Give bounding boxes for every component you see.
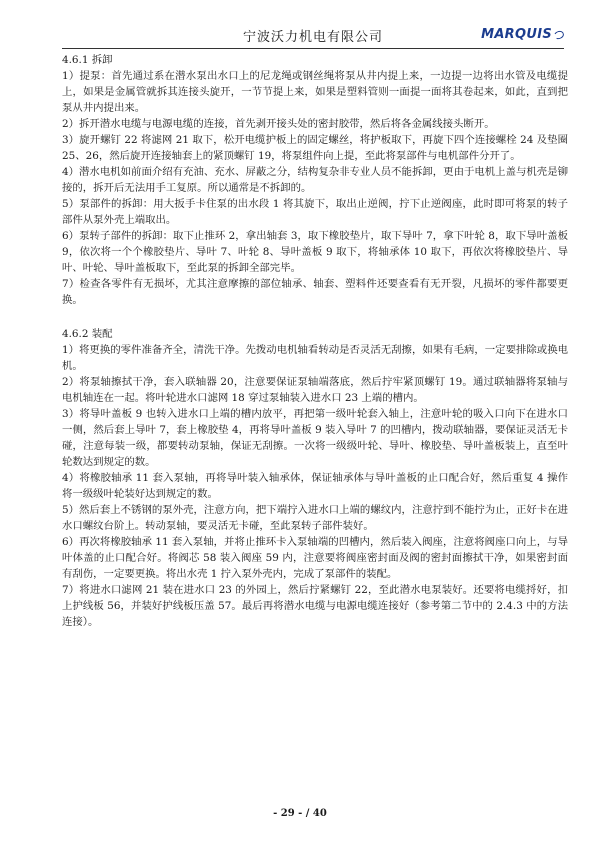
section-title: 4.6.2 装配 <box>62 328 113 340</box>
page-header <box>62 26 564 49</box>
paragraph: 7）将进水口滤网 21 装在进水口 23 的外园上，然后拧紧螺钉 22，至此潜水电泵装好。还要将电缆捋好，扣上护线板 56，并装好护线板压盖 57。最后再将潜水电缆与电源电缆连接好（参考第二节中的 2.4.3 中的方法连接）。 <box>62 584 568 628</box>
paragraph: 6）再次将橡胶轴承 11 套入泵轴，并将止推环卡入泵轴端的凹槽内，然后装入阀座，注意将阀座口向上，与导叶体盖的止口配合好。将阀芯 58 装入阀座 59 内，注意要将阀座密封面及阀的密封面擦拭干净，如果密封面有刮伤，一定要更换。将出水壳 1 拧入泵外壳内，完成了泵部件的装配。 <box>62 536 568 580</box>
logo-text: MARQUIS <box>481 27 552 42</box>
paragraph: 7）检查各零件有无损坏，尤其注意摩擦的部位轴承、轴套、塑料件还要查看有无开裂，凡损坏的零件都要更换。 <box>62 278 568 306</box>
section-title: 4.6.1 拆卸 <box>62 54 113 66</box>
paragraph: 3）旋开螺钉 22 将滤网 21 取下，松开电缆护板上的固定螺丝，将护板取下，再旋下四个连接螺栓 24 及垫圈 25、26，然后旋开连接轴套上的紧顶螺钉 19，将泵组件向上提，至此将泵部件与电机部件分开了。 <box>62 134 568 162</box>
paragraph: 5）泵部件的拆卸：用大扳手卡住泵的出水段 1 将其旋下，取出止逆阀，拧下止逆阀座，此时即可将泵的转子部件从泵外壳上端取出。 <box>62 198 568 226</box>
section-spacer <box>62 308 568 326</box>
logo-swoosh-icon <box>553 29 565 40</box>
company-name: 宁波沃力机电有限公司 <box>242 30 383 45</box>
paragraph: 1）将更换的零件准备齐全，清洗干净。先拨动电机轴看转动是否灵活无刮擦，如果有毛病，一定要排除或换电机。 <box>62 344 568 372</box>
paragraph: 4）潜水电机如前面介绍有充油、充水、屏蔽之分，结构复杂非专业人员不能拆卸，更由于电机上盖与机壳是铆接的，拆开后无法用手工复原。所以通常是不拆卸的。 <box>62 166 568 194</box>
paragraph: 2）将泵轴擦拭干净，套入联轴器 20，注意要保证泵轴端落底，然后拧牢紧顶螺钉 19。通过联轴器将泵轴与电机轴连在一起。将叶轮进水口滤网 18 穿过泵轴装入进水口 23 上端的槽内。 <box>62 376 568 404</box>
document-body <box>62 52 568 630</box>
paragraph: 1）提泵：首先通过系在潜水泵出水口上的尼龙绳或钢丝绳将泵从井内提上来，一边提一边将出水管及电缆提上，如果是金属管就拆其连接头旋开，一节节提上来，如果是塑料管则一面提一面将其卷起来，如此，直到把泵从井内提出来。 <box>62 70 568 114</box>
page-number: - 29 - / 40 <box>273 808 327 819</box>
brand-logo <box>481 27 564 42</box>
paragraph: 5）然后套上不锈钢的泵外壳，注意方向，把下端拧入进水口上端的螺纹内，注意拧到不能拧为止，正好卡在进水口螺纹台阶上。转动泵轴，要灵活无卡碰，至此泵转子部件装好。 <box>62 504 568 532</box>
paragraph: 4）将橡胶轴承 11 套入泵轴，再将导叶装入轴承体，保证轴承体与导叶盖板的止口配合好，然后重复 4 操作将一级级叶轮装好达到规定的数。 <box>62 472 568 500</box>
paragraph: 3）将导叶盖板 9 也转入进水口上端的槽内放平，再把第一级叶轮套入轴上，注意叶轮的吸入口向下在进水口一侧，然后套上导叶 7，套上橡胶垫 4，再将导叶盖板 9 装入导叶 7 的凹槽内，拨动联轴器，要保证灵活无卡碰，注意每装一级，都要转动泵轴，保证无刮擦。一次将一级级叶轮、导叶、橡胶垫、导叶盖板装上，直至叶轮数达到规定的数。 <box>62 408 568 468</box>
paragraph: 6）泵转子部件的拆卸：取下止推环 2，拿出轴套 3，取下橡胶垫片，取下导叶 7，拿下叶轮 8，取下导叶盖板 9，依次将一个个橡胶垫片、导叶 7、叶轮 8、导叶盖板 9 取下，将轴承体 10 取下，再依次将橡胶垫片、导叶、叶轮、导叶盖板取下，至此泵的拆卸全部完毕。 <box>62 230 568 274</box>
paragraph: 2）拆开潜水电缆与电源电缆的连接，首先剥开接头处的密封胶带，然后将各金属线接头断开。 <box>62 118 495 130</box>
